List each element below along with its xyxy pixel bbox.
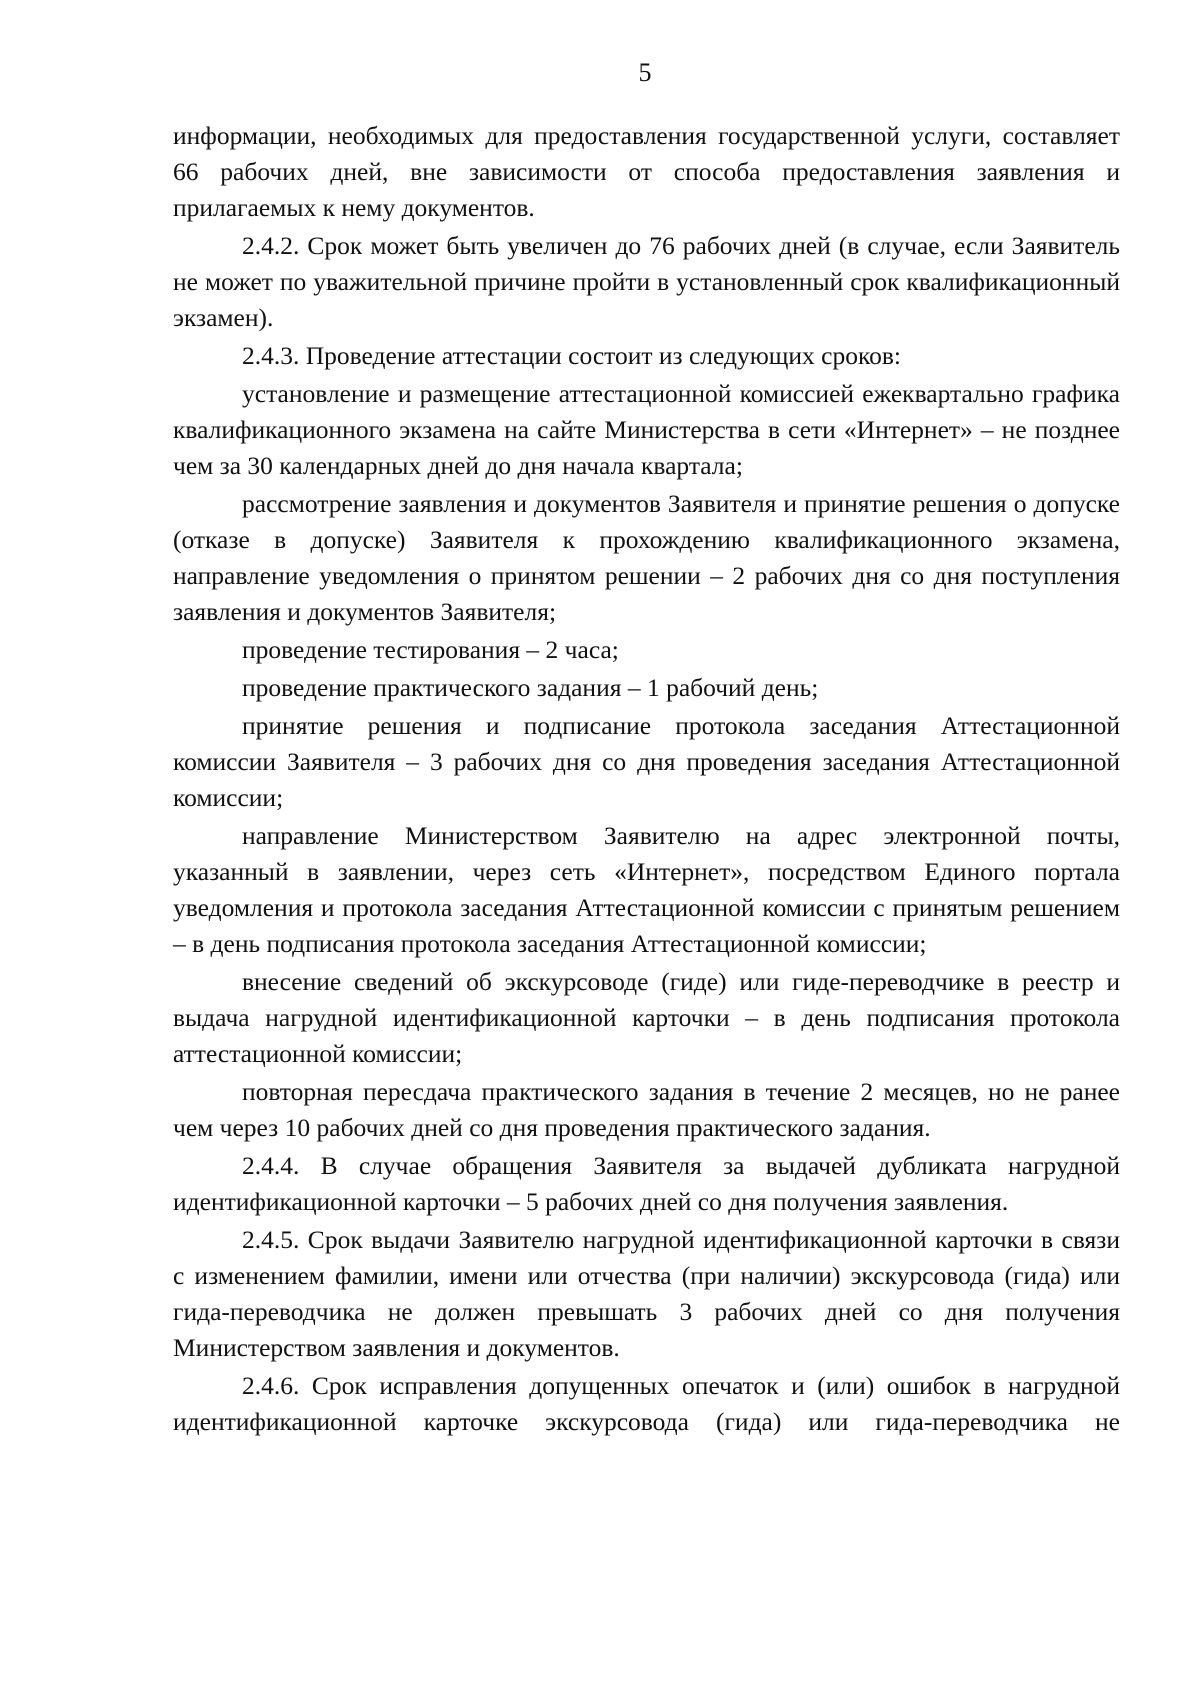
paragraph: рассмотрение заявления и документов Заявителя и принятие решения о допуске (отказе в допуске) Заявителя к прохождению квалификационного экзамена, направление уведомления о принятом решении – 2 рабочих дня со дня поступления заявления и документов Заявителя; [173,489,1120,626]
paragraph: повторная пересдача практического задания в течение 2 месяцев, но не ранее чем через 10 рабочих дней со дня проведения практического задания. [173,1077,1120,1142]
paragraph: проведение тестирования – 2 часа; [242,635,619,664]
paragraph: установление и размещение аттестационной комиссией ежеквартально графика квалификационного экзамена на сайте Министерства в сети «Интернет» – не позднее чем за 30 календарных дней до дня начала квартала; [173,379,1120,480]
paragraph: внесение сведений об экскурсоводе (гиде) или гиде-переводчике в реестр и выдача нагрудной идентификационной карточки – в день подписания протокола аттестационной комиссии; [173,967,1120,1068]
document-body [173,118,1120,1440]
paragraph: принятие решения и подписание протокола заседания Аттестационной комиссии Заявителя – 3 рабочих дня со дня проведения заседания Аттестационной комиссии; [173,711,1120,812]
paragraph: информации, необходимых для предоставления государственной услуги, составляет 66 рабочих дней, вне зависимости от способа предоставления заявления и прилагаемых к нему документов. [173,121,1120,222]
paragraph: направление Министерством Заявителю на адрес электронной почты, указанный в заявлении, через сеть «Интернет», посредством Единого портала уведомления и протокола заседания Аттестационной комиссии с принятым решением – в день подписания протокола заседания Аттестационной комиссии; [173,821,1120,958]
paragraph: 2.4.2. Срок может быть увеличен до 76 рабочих дней (в случае, если Заявитель не может по уважительной причине пройти в установленный срок квалификационный экзамен). [173,231,1120,332]
paragraph: 2.4.4. В случае обращения Заявителя за выдачей дубликата нагрудной идентификационной карточки – 5 рабочих дней со дня получения заявления. [173,1151,1120,1216]
page-number: 5 [638,58,652,87]
paragraph: 2.4.3. Проведение аттестации состоит из следующих сроков: [242,341,901,370]
paragraph: 2.4.6. Срок исправления допущенных опечаток и (или) ошибок в нагрудной идентификационной карточке экскурсовода (гида) или гида-переводчика не [173,1371,1120,1436]
paragraph: проведение практического задания – 1 рабочий день; [242,673,819,702]
paragraph: 2.4.5. Срок выдачи Заявителю нагрудной идентификационной карточки в связи с изменением фамилии, имени или отчества (при наличии) экскурсовода (гида) или гида-переводчика не должен превышать 3 рабочих дней со дня получения Министерством заявления и документов. [173,1225,1120,1362]
